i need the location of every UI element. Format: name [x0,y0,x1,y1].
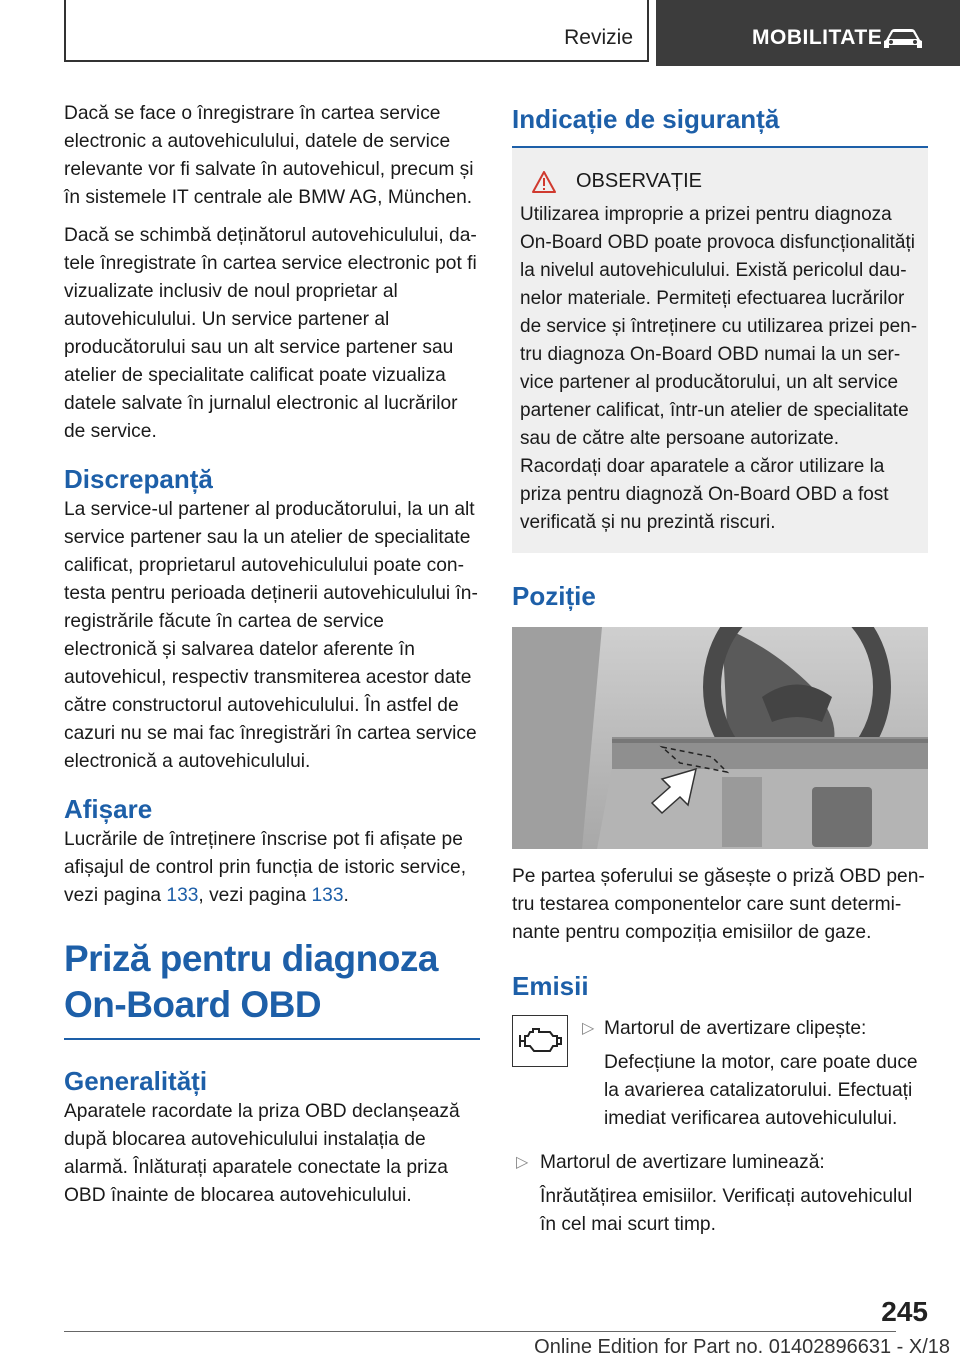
right-column [512,100,928,1249]
heading-pozitie: Poziție [512,581,596,611]
bullet-triangle-icon: ▷ [582,1020,595,1037]
bullet-text: Defecțiune la motor, care poate duce la avarierea catalizatorului. Efectuați imediat verificarea autovehiculului. [604,1052,918,1129]
engine-warning-icon [512,1015,568,1067]
heading-emisii: Emisii [512,971,589,1001]
notice-title: OBSERVAȚIE [520,170,920,193]
bullet-triangle-icon: ▷ [516,1154,529,1171]
paragraph-discrepanta: La service-ul partener al producătorului, la un alt service partener sau la un atelier de specialitate calificat, proprietarul autovehiculului poate contesta pentru perioada deținerii autovehiculului înregistrările făcute în cartea de service electronică și salvarea datelor aferente în autovehicul, respectiv transmiterea acestor date către constructorul autovehiculului. În astfel de cazuri nu se mai fac înregistrări în cartea service electronică a autovehiculului. [64,499,478,772]
chapter-title: MOBILITATE [752,26,883,49]
heading-generalitati: Generalități [64,1066,208,1096]
list-item [512,1015,928,1143]
heading-rule [64,1038,480,1040]
safety-notice-box [512,148,928,553]
list-item [512,1149,928,1249]
warning-triangle-icon [532,171,556,193]
heading-obd-socket: Priză pentru diagnoza On-Board OBD [64,938,438,1025]
paragraph-service-record: Dacă se face o înregistrare în cartea service electronic a autovehiculului, datele de service relevante vor fi salvate în autovehicul, precum și în sistemele IT centrale ale BMW AG, München. [64,103,474,208]
page-header [0,0,960,66]
page-number: 245 [881,1296,928,1327]
heading-afisare: Afișare [64,794,153,824]
page-link-133-second[interactable]: 133 [311,885,344,906]
heading-discrepanta: Discrepanță [64,464,213,494]
paragraph-pozitie: Pe partea șoferului se găsește o priză OBD pentru testarea componentelor care sunt determinante pentru compoziția emisiilor de gaze. [512,866,925,943]
bullet-title: Martorul de avertizare clipește: [604,1018,867,1039]
edition-note: Online Edition for Part no. 01402896631 - X/18 [534,1336,950,1358]
heading-siguranta: Indicație de siguranță [512,104,780,134]
footer-rule [64,1331,896,1332]
paragraph-owner-change: Dacă se schimbă deținătorul autovehiculului, datele înregistrate în cartea service electronic pot fi vizualizate inclusiv de noul proprietar al autovehiculului. Un service partener al producătorului sau un alt service partener sau atelier de specialitate calificat poate vizualiza datele salvate în jurnalul electronic al lucrărilor de service. [64,225,477,442]
obd-location-illustration [512,627,928,849]
section-title: Revizie [564,26,633,49]
notice-text: Utilizarea improprie a prizei pentru diagnoza On-Board OBD poate provoca disfuncționalități la nivelul autovehiculului. Există pericolul daunelor materiale. Permiteți efectuarea lucrărilor de service și întreținere cu utilizarea prizei pentru diagnoza On-Board OBD numai la un service partener al producătorului, un alt service partener calificat, într-un atelier de specialitate sau de către alte persoane autorizate. Racordați doar aparatele a căror utilizare la priza pentru diagnoză On-Board OBD a fost verificată și nu prezintă riscuri. [520,204,918,533]
paragraph-generalitati: Aparatele racordate la priza OBD declanșează după blocarea autovehiculului instalația de alarmă. Înlăturați aparatele conectate la priza OBD înainte de blocarea autovehiculului. [64,1101,460,1206]
section-tab [64,0,649,62]
car-icon [882,27,924,51]
bullet-text: Înrăutățirea emisiilor. Verificați autovehiculul în cel mai scurt timp. [540,1186,913,1235]
bullet-title: Martorul de avertizare luminează: [540,1152,825,1173]
page-link-133[interactable]: 133 [166,885,199,906]
left-column [64,100,480,1220]
chapter-tab [656,0,960,66]
paragraph-afisare: Lucrările de întreținere înscrise pot fi afișate pe afișajul de control prin funcția de istoric service, vezi pagina 133, vezi pagina 133. [64,829,467,906]
obd-socket-photo [512,627,928,849]
